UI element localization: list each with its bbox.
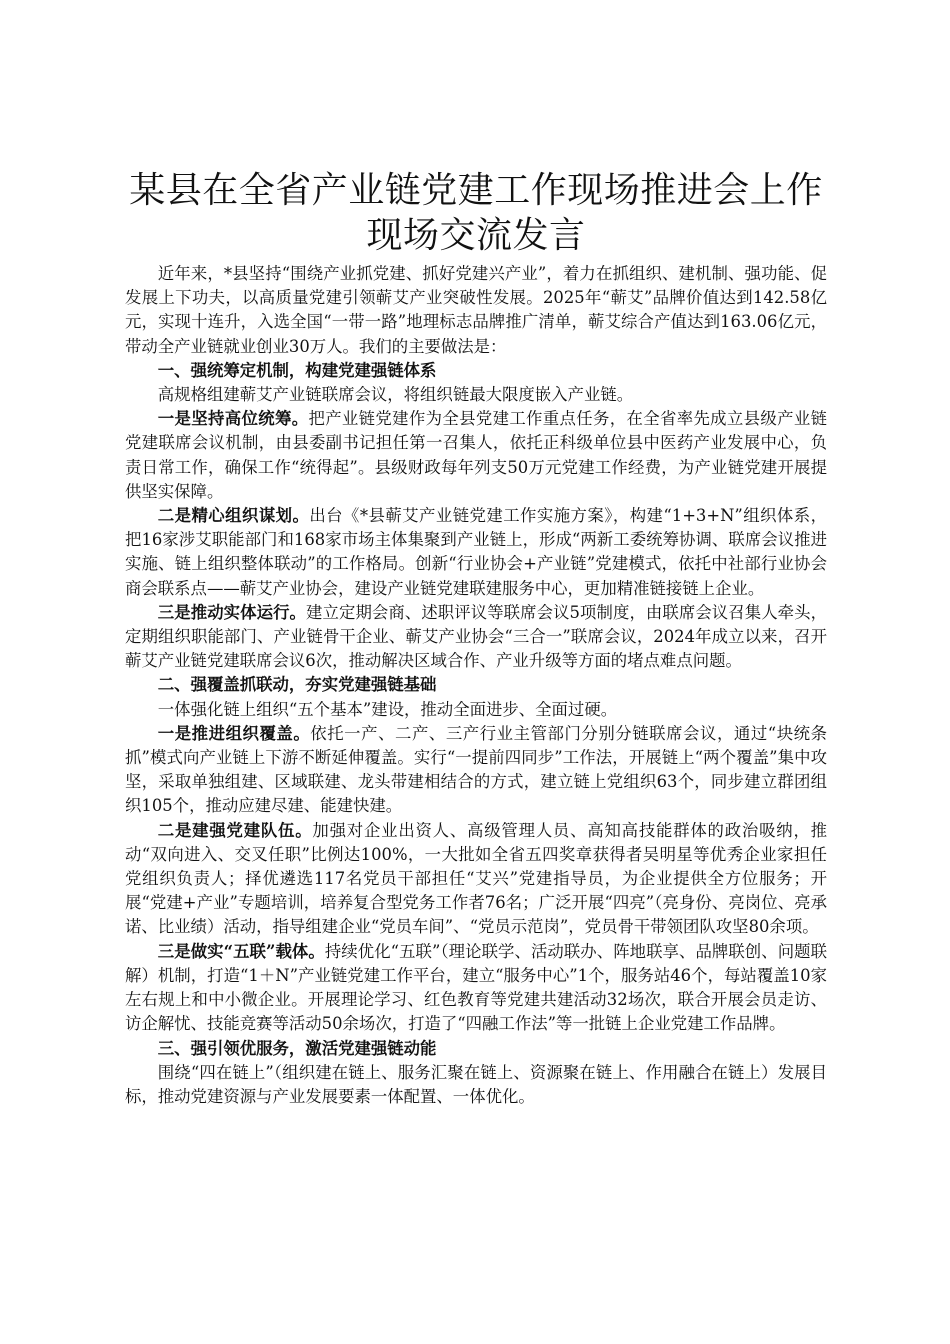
section-heading-3: 三、强引领优服务，激活党建强链动能 [157, 1038, 437, 1058]
section-summary-2: 一体强化链上组织“五个基本”建设，推动全面进步、全面过硬。 [157, 699, 618, 719]
item-lead: 三是推动实体运行。 [157, 602, 307, 622]
section-summary-1: 高规格组建蕲艾产业链联席会议，将组织链最大限度嵌入产业链。 [157, 385, 634, 405]
section-heading-1: 一、强统筹定机制，构建党建强链体系 [157, 360, 437, 380]
section-1-item-1 [125, 407, 827, 504]
section-2-item-3 [125, 940, 827, 1037]
item-text: 持续优化“五联”（理论联学、活动联办、阵地联享、品牌联创、问题联解）机制，打造“1＋N”产业链党建工作平台，建立“服务中心”1个，服务站46个，每站覆盖10家左右规上和中小微企业。开展理论学习、红色教育等党建共建活动32场次，联合开展会员走访、访企解忧、技能竞赛等活动50余场次，打造了“四融工作法”等一批链上企业党建工作品牌。 [125, 941, 827, 1034]
document-page [125, 168, 827, 1109]
section-1-item-2 [125, 504, 827, 601]
section-summary-3: 围绕“四在链上”（组织建在链上、服务汇聚在链上、资源聚在链上、作用融合在链上）发展目标，推动党建资源与产业发展要素一体配置、一体优化。 [125, 1062, 827, 1106]
section-heading-2: 二、强覆盖抓联动，夯实党建强链基础 [157, 675, 437, 695]
document-title: 某县在全省产业链党建工作现场推进会上作现场交流发言 [129, 170, 823, 256]
section-2-item-1 [125, 722, 827, 819]
item-lead: 一是推进组织覆盖。 [157, 723, 311, 743]
item-lead: 一是坚持高位统筹。 [157, 409, 309, 429]
section-1-item-3 [125, 601, 827, 674]
intro-paragraph: 近年来，*县坚持“围绕产业抓党建、抓好党建兴产业”，着力在抓组织、建机制、强功能、促发展上下功夫，以高质量党建引领蕲艾产业突破性发展。2025年“蕲艾”品牌价值达到142.58亿元，实现十连升，入选全国“一带一路”地理标志品牌推广清单，蕲艾综合产值达到163.06亿元，带动全产业链就业创业30万人。我们的主要做法是： [125, 264, 827, 356]
item-text: 出台《*县蕲艾产业链党建工作实施方案》，构建“1+3+N”组织体系，把16家涉艾职能部门和168家市场主体集聚到产业链上，形成“两新工委统筹协调、联席会议推进实施、链上组织整体联动”的工作格局。创新“行业协会+产业链”党建模式，依托中社部行业协会商会联系点——蕲艾产业协会，建设产业链党建联建服务中心，更加精准链接链上企业。 [125, 506, 827, 598]
item-text: 加强对企业出资人、高级管理人员、高知高技能群体的政治吸纳，推动“双向进入、交叉任职”比例达100%，一大批如全省五四奖章获得者吴明星等优秀企业家担任党组织负责人；择优遴选117名党员干部担任“艾兴”党建指导员，为企业提供全方位服务；开展“党建+产业”专题培训，培养复合型党务工作者76名；广泛开展“四亮”（亮身份、亮岗位、亮承诺、比业绩）活动，指导组建企业“党员车间”、“党员示范岗”，党员骨干带领团队攻坚80余项。 [125, 820, 828, 937]
item-text: 依托一产、二产、三产行业主管部门分别分链联席会议，通过“块统条抓”模式向产业链上下游不断延伸覆盖。实行“一提前四同步”工作法，开展链上“两个覆盖”集中攻坚，采取单独组建、区域联建、龙头带建相结合的方式，建立链上党组织63个，同步建立群团组织105个，推动应建尽建、能建快建。 [125, 723, 827, 816]
item-lead: 二是建强党建队伍。 [157, 820, 313, 840]
section-2-item-2 [125, 819, 827, 940]
item-lead: 二是精心组织谋划。 [157, 506, 310, 526]
item-text: 把产业链党建作为全县党建工作重点任务，在全省率先成立县级产业链党建联席会议机制，由县委副书记担任第一召集人，依托正科级单位县中医药产业发展中心，负责日常工作，确保工作“统得起”。县级财政每年列支50万元党建工作经费，为产业链党建开展提供坚实保障。 [125, 409, 828, 501]
item-lead: 三是做实“五联”载体。 [157, 941, 325, 961]
item-text: 建立定期会商、述职评议等联席会议5项制度，由联席会议召集人牵头，定期组织职能部门、产业链骨干企业、蕲艾产业协会“三合一”联席会议，2024年成立以来，召开蕲艾产业链党建联席会议6次，推动解决区域合作、产业升级等方面的堵点难点问题。 [125, 602, 828, 671]
